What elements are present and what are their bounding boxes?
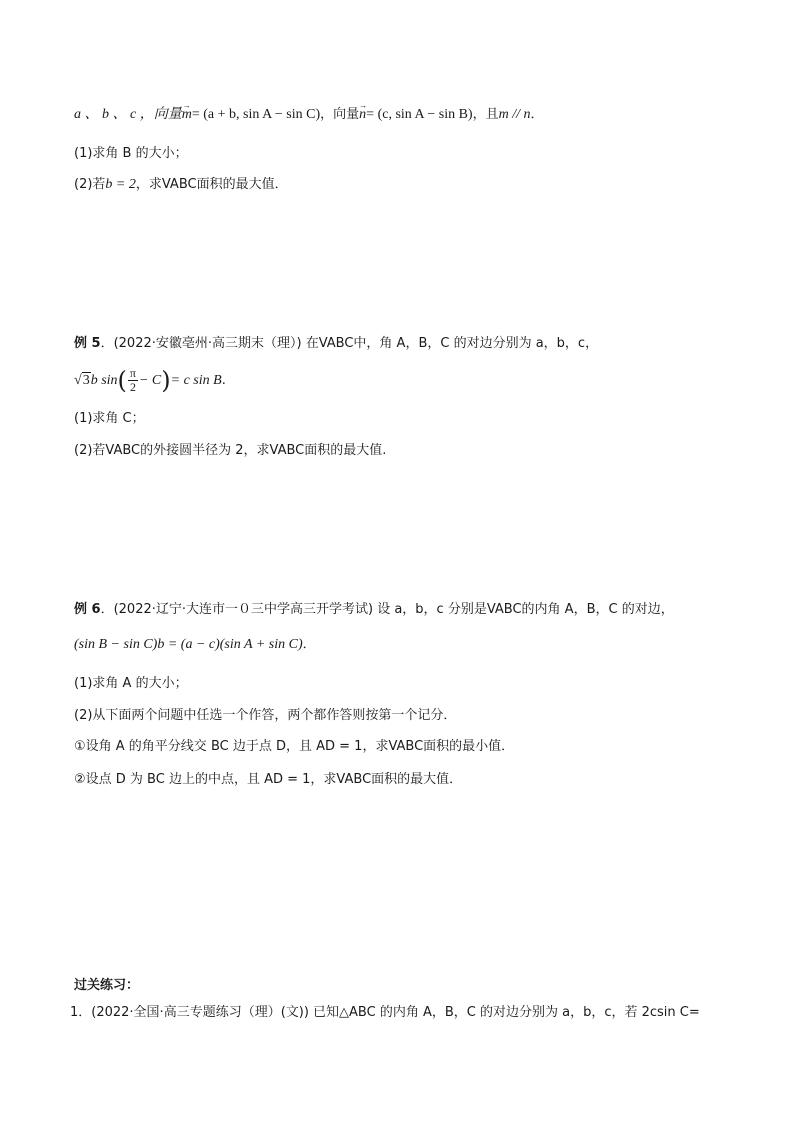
parallel-condition: m // n <box>498 107 531 122</box>
vector-n: → n <box>359 106 366 124</box>
pi-over-two <box>128 367 138 394</box>
equation-end: . <box>221 373 226 388</box>
example6-question-1: (1)求角 A 的大小； <box>74 676 188 691</box>
practice-item-1: 1．(2022·全国·高三专题练习（理）(文)) 已知△ABC 的内角 A，B，C 的对边分别为 a，b，c，若 2csin C= <box>70 1005 700 1020</box>
fraction-numerator: π <box>129 366 136 380</box>
example-source: ．(2022·安徽亳州·高三期末（理）) 在VABC中，角 A，B，C 的对边分别为 a，b，c， <box>100 336 599 351</box>
fraction-denominator: 2 <box>129 380 136 394</box>
example-label: 例 5 <box>74 336 101 351</box>
example6-question-2: (2)从下面两个问题中任选一个作答，两个都作答则按第一个记分． <box>74 708 457 723</box>
example6-option-1: ①设角 A 的角平分线交 BC 边于点 D，且 AD = 1，求VABC面积的最小值． <box>74 739 515 754</box>
practice-heading: 过关练习： <box>74 978 140 993</box>
example-label: 例 6 <box>74 602 101 617</box>
equation-minus-c: − C <box>138 373 162 388</box>
equation-body: (sin B − sin C)b = (a − c)(sin A + sin C) <box>74 637 303 652</box>
separator: ，且 <box>472 107 499 122</box>
top-problem-given <box>74 106 544 124</box>
separator: ，向量 <box>320 107 360 122</box>
question-suffix: ，求VABC面积的最大值． <box>135 177 288 192</box>
equation-end: ． <box>302 637 316 652</box>
example6-option-2: ②设点 D 为 BC 边上的中点，且 AD = 1，求VABC面积的最大值． <box>74 772 463 787</box>
sqrt-radicand: 3 <box>82 373 90 388</box>
example5-header <box>74 335 598 353</box>
given-variables: a 、 b 、 c ，向量 <box>74 107 182 122</box>
vector-m-expression: = (a + b, sin A − sin C) <box>191 107 321 122</box>
top-problem-question-2 <box>74 176 288 194</box>
vector-m: → m <box>182 106 192 124</box>
sentence-end: ． <box>530 107 544 122</box>
condition-math: b = 2 <box>105 177 136 192</box>
example5-equation: √3b sin( $\frac{\pi}{2}$ − C)= c sin B. <box>74 366 226 395</box>
question-prefix: (2)若 <box>74 177 106 192</box>
equation-rhs: = c sin B <box>170 373 222 388</box>
example5-question-2: (2)若VABC的外接圆半径为 2，求VABC面积的最大值. <box>74 443 387 458</box>
vector-n-expression: = (c, sin A − sin B) <box>366 107 473 122</box>
example5-question-1: (1)求角 C； <box>74 411 145 426</box>
example6-equation <box>74 636 316 654</box>
equation-b-sin: b sin <box>90 373 118 388</box>
example6-header <box>74 601 674 619</box>
example-source: ．(2022·辽宁·大连市一０三中学高三开学考试) 设 a，b，c 分别是VABC的内角 A，B，C 的对边， <box>100 602 674 617</box>
top-problem-question-1: (1)求角 B 的大小； <box>74 146 188 161</box>
